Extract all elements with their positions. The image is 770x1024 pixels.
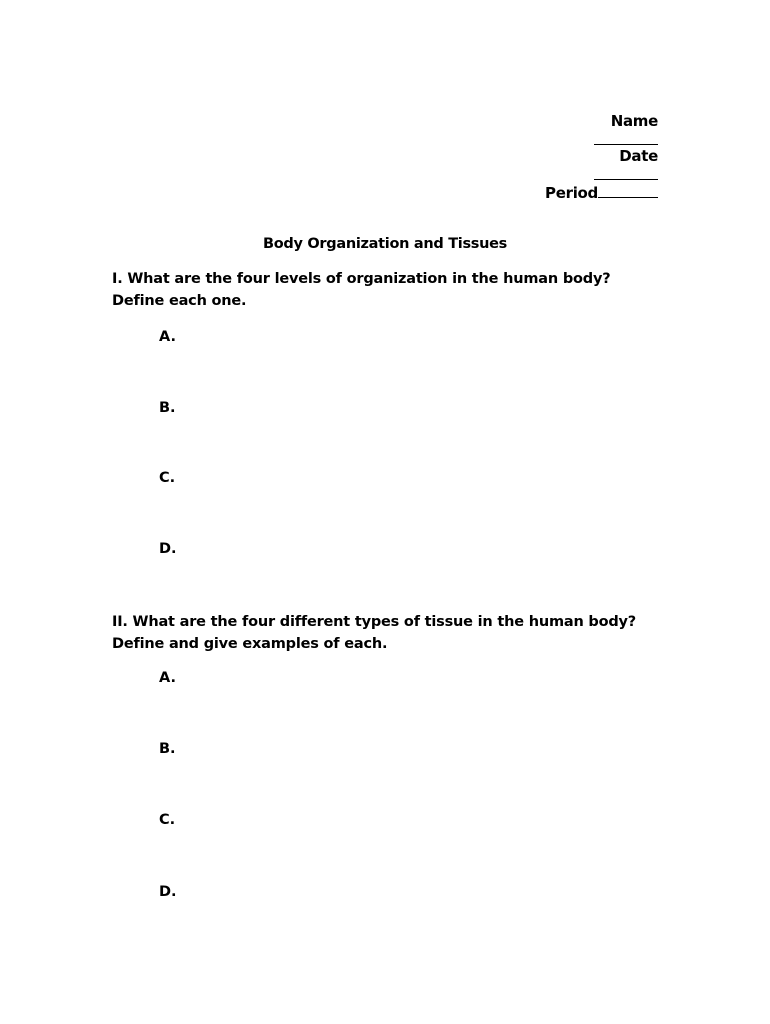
name-label: Name <box>610 112 658 130</box>
period-line <box>525 165 658 220</box>
question-1-option-c: C. <box>159 470 176 486</box>
question-1-option-a: A. <box>159 329 176 345</box>
question-2: II. What are the four different types of tissue in the human body? Define and give examples of each. <box>112 614 636 652</box>
period-label: Period <box>545 184 598 202</box>
question-2-option-a: A. <box>159 670 176 686</box>
question-2-option-b: B. <box>159 741 176 757</box>
question-2-option-c: C. <box>159 812 176 828</box>
question-1-option-b: B. <box>159 400 176 416</box>
worksheet-title: Body Organization and Tissues <box>262 236 508 252</box>
question-1-option-d: D. <box>159 541 177 557</box>
period-blank <box>598 183 658 198</box>
date-label: Date <box>619 147 658 165</box>
question-1: I. What are the four levels of organization in the human body? Define each one. <box>112 271 611 309</box>
question-2-option-d: D. <box>159 884 177 900</box>
